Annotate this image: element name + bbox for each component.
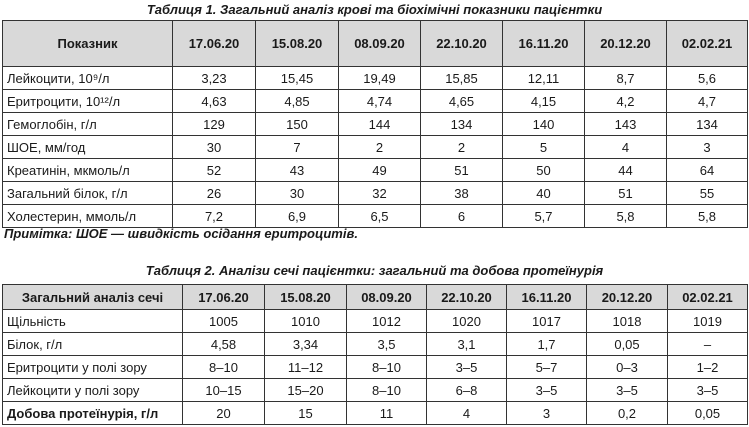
- table1-cell: 3: [667, 136, 748, 159]
- table1-cell: 144: [339, 113, 421, 136]
- table1-header-cell: 08.09.20: [339, 21, 421, 67]
- table1-cell: 6: [421, 205, 503, 228]
- table1-cell: 51: [585, 182, 667, 205]
- table2-cell: 6–8: [427, 379, 507, 402]
- table1-cell: 5: [503, 136, 585, 159]
- table1-header-cell: 20.12.20: [585, 21, 667, 67]
- table2-cell: 3: [507, 402, 587, 425]
- table1-cell: 8,7: [585, 67, 667, 90]
- table2-cell: 15: [265, 402, 347, 425]
- table2-row-label: Лейкоцити у полі зору: [3, 379, 183, 402]
- table1-caption: Таблиця 1. Загальний аналіз крові та біохімічні показники пацієнтки: [146, 2, 603, 17]
- table1-cell: 12,11: [503, 67, 585, 90]
- table2-cell: 8–10: [347, 356, 427, 379]
- table1-cell: 43: [256, 159, 339, 182]
- table1-cell: 32: [339, 182, 421, 205]
- table2-header-cell: Загальний аналіз сечі: [3, 285, 183, 310]
- table1-row: [3, 90, 748, 113]
- table2-row-label: Білок, г/л: [3, 333, 183, 356]
- table2-cell: 1018: [587, 310, 668, 333]
- table2-row-label: Добова протеїнурія, г/л: [3, 402, 183, 425]
- table1-row-label: Холестерин, ммоль/л: [3, 205, 173, 228]
- table1-cell: 4,63: [173, 90, 256, 113]
- table2-row: [3, 402, 748, 425]
- table1-header-row: [3, 21, 748, 67]
- table1-cell: 40: [503, 182, 585, 205]
- table1-row-label: Еритроцити, 10¹²/л: [3, 90, 173, 113]
- table2-cell: 3–5: [668, 379, 748, 402]
- table1-cell: 7: [256, 136, 339, 159]
- table1-row: [3, 136, 748, 159]
- table1-header-cell: 02.02.21: [667, 21, 748, 67]
- table2-cell: 1012: [347, 310, 427, 333]
- table2-cell: 1019: [668, 310, 748, 333]
- table2-cell: 4,58: [183, 333, 265, 356]
- table2-cell: 8–10: [183, 356, 265, 379]
- table1-row: [3, 113, 748, 136]
- table2-cell: 3,34: [265, 333, 347, 356]
- table1-row: [3, 67, 748, 90]
- table1-row-label: ШОЕ, мм/год: [3, 136, 173, 159]
- table1-cell: 3,23: [173, 67, 256, 90]
- table1-cell: 4: [585, 136, 667, 159]
- table1-cell: 6,9: [256, 205, 339, 228]
- table1-cell: 4,74: [339, 90, 421, 113]
- table1-cell: 4,65: [421, 90, 503, 113]
- table2-caption: Таблиця 2. Аналізи сечі пацієнтки: загальний та добова протеїнурія: [145, 263, 604, 278]
- table1-header-cell: 17.06.20: [173, 21, 256, 67]
- urine-analysis-table: [2, 284, 748, 425]
- table1-cell: 55: [667, 182, 748, 205]
- table1-cell: 30: [173, 136, 256, 159]
- table1-row: [3, 182, 748, 205]
- table2-cell: 3,1: [427, 333, 507, 356]
- table2-cell: 1020: [427, 310, 507, 333]
- table1-cell: 5,8: [667, 205, 748, 228]
- table2-row: [3, 333, 748, 356]
- table2-header-cell: 02.02.21: [668, 285, 748, 310]
- table2-cell: 10–15: [183, 379, 265, 402]
- table1-cell: 4,15: [503, 90, 585, 113]
- table1-cell: 5,6: [667, 67, 748, 90]
- table2-cell: –: [668, 333, 748, 356]
- table2-row-label: Еритроцити у полі зору: [3, 356, 183, 379]
- table2-row: [3, 310, 748, 333]
- table2-cell: 20: [183, 402, 265, 425]
- table1-cell: 134: [667, 113, 748, 136]
- table2-cell: 3–5: [507, 379, 587, 402]
- table1-note: Примітка: ШОЕ — швидкість осідання еритроцитів.: [4, 226, 358, 241]
- table1-cell: 19,49: [339, 67, 421, 90]
- table2-cell: 0,2: [587, 402, 668, 425]
- table2-cell: 1–2: [668, 356, 748, 379]
- table1-row-label: Креатинін, мкмоль/л: [3, 159, 173, 182]
- table1-cell: 64: [667, 159, 748, 182]
- table1-cell: 6,5: [339, 205, 421, 228]
- blood-analysis-table: [2, 20, 748, 228]
- table1-cell: 49: [339, 159, 421, 182]
- table1-cell: 5,8: [585, 205, 667, 228]
- table2-cell: 11–12: [265, 356, 347, 379]
- table2-header-cell: 08.09.20: [347, 285, 427, 310]
- table1-cell: 150: [256, 113, 339, 136]
- table1-cell: 30: [256, 182, 339, 205]
- table2-row: [3, 379, 748, 402]
- table1-cell: 5,7: [503, 205, 585, 228]
- table1-cell: 129: [173, 113, 256, 136]
- table2-cell: 15–20: [265, 379, 347, 402]
- table1-row-label: Загальний білок, г/л: [3, 182, 173, 205]
- table1-cell: 50: [503, 159, 585, 182]
- table2-cell: 0,05: [668, 402, 748, 425]
- table1-cell: 143: [585, 113, 667, 136]
- table2-cell: 8–10: [347, 379, 427, 402]
- table1-cell: 26: [173, 182, 256, 205]
- table2-cell: 3,5: [347, 333, 427, 356]
- table1-header-cell: 16.11.20: [503, 21, 585, 67]
- table1-header-cell: 22.10.20: [421, 21, 503, 67]
- table1-cell: 44: [585, 159, 667, 182]
- table2-header-cell: 16.11.20: [507, 285, 587, 310]
- table2-cell: 5–7: [507, 356, 587, 379]
- table2-cell: 11: [347, 402, 427, 425]
- table2-cell: 4: [427, 402, 507, 425]
- table1-row-label: Лейкоцити, 10⁹/л: [3, 67, 173, 90]
- table2-header-cell: 22.10.20: [427, 285, 507, 310]
- table2-cell: 1005: [183, 310, 265, 333]
- table1-cell: 2: [339, 136, 421, 159]
- table2-cell: 3–5: [427, 356, 507, 379]
- table1-cell: 4,85: [256, 90, 339, 113]
- table2-cell: 0–3: [587, 356, 668, 379]
- table1-cell: 2: [421, 136, 503, 159]
- table2-cell: 1017: [507, 310, 587, 333]
- table1-cell: 140: [503, 113, 585, 136]
- table2-cell: 1,7: [507, 333, 587, 356]
- table1-cell: 15,45: [256, 67, 339, 90]
- table1-cell: 4,2: [585, 90, 667, 113]
- table2-header-row: [3, 285, 748, 310]
- table2-row: [3, 356, 748, 379]
- table2-cell: 3–5: [587, 379, 668, 402]
- table1-row: [3, 205, 748, 228]
- table1-cell: 15,85: [421, 67, 503, 90]
- table1-cell: 51: [421, 159, 503, 182]
- table1-header-cell: Показник: [3, 21, 173, 67]
- table2-header-cell: 17.06.20: [183, 285, 265, 310]
- table2-header-cell: 20.12.20: [587, 285, 668, 310]
- table1-header-cell: 15.08.20: [256, 21, 339, 67]
- table1-cell: 52: [173, 159, 256, 182]
- table1-cell: 7,2: [173, 205, 256, 228]
- table1-cell: 134: [421, 113, 503, 136]
- table2-cell: 1010: [265, 310, 347, 333]
- table1-row-label: Гемоглобін, г/л: [3, 113, 173, 136]
- table2-row-label: Щільність: [3, 310, 183, 333]
- table2-cell: 0,05: [587, 333, 668, 356]
- table1-cell: 4,7: [667, 90, 748, 113]
- table1-row: [3, 159, 748, 182]
- table2-header-cell: 15.08.20: [265, 285, 347, 310]
- table1-cell: 38: [421, 182, 503, 205]
